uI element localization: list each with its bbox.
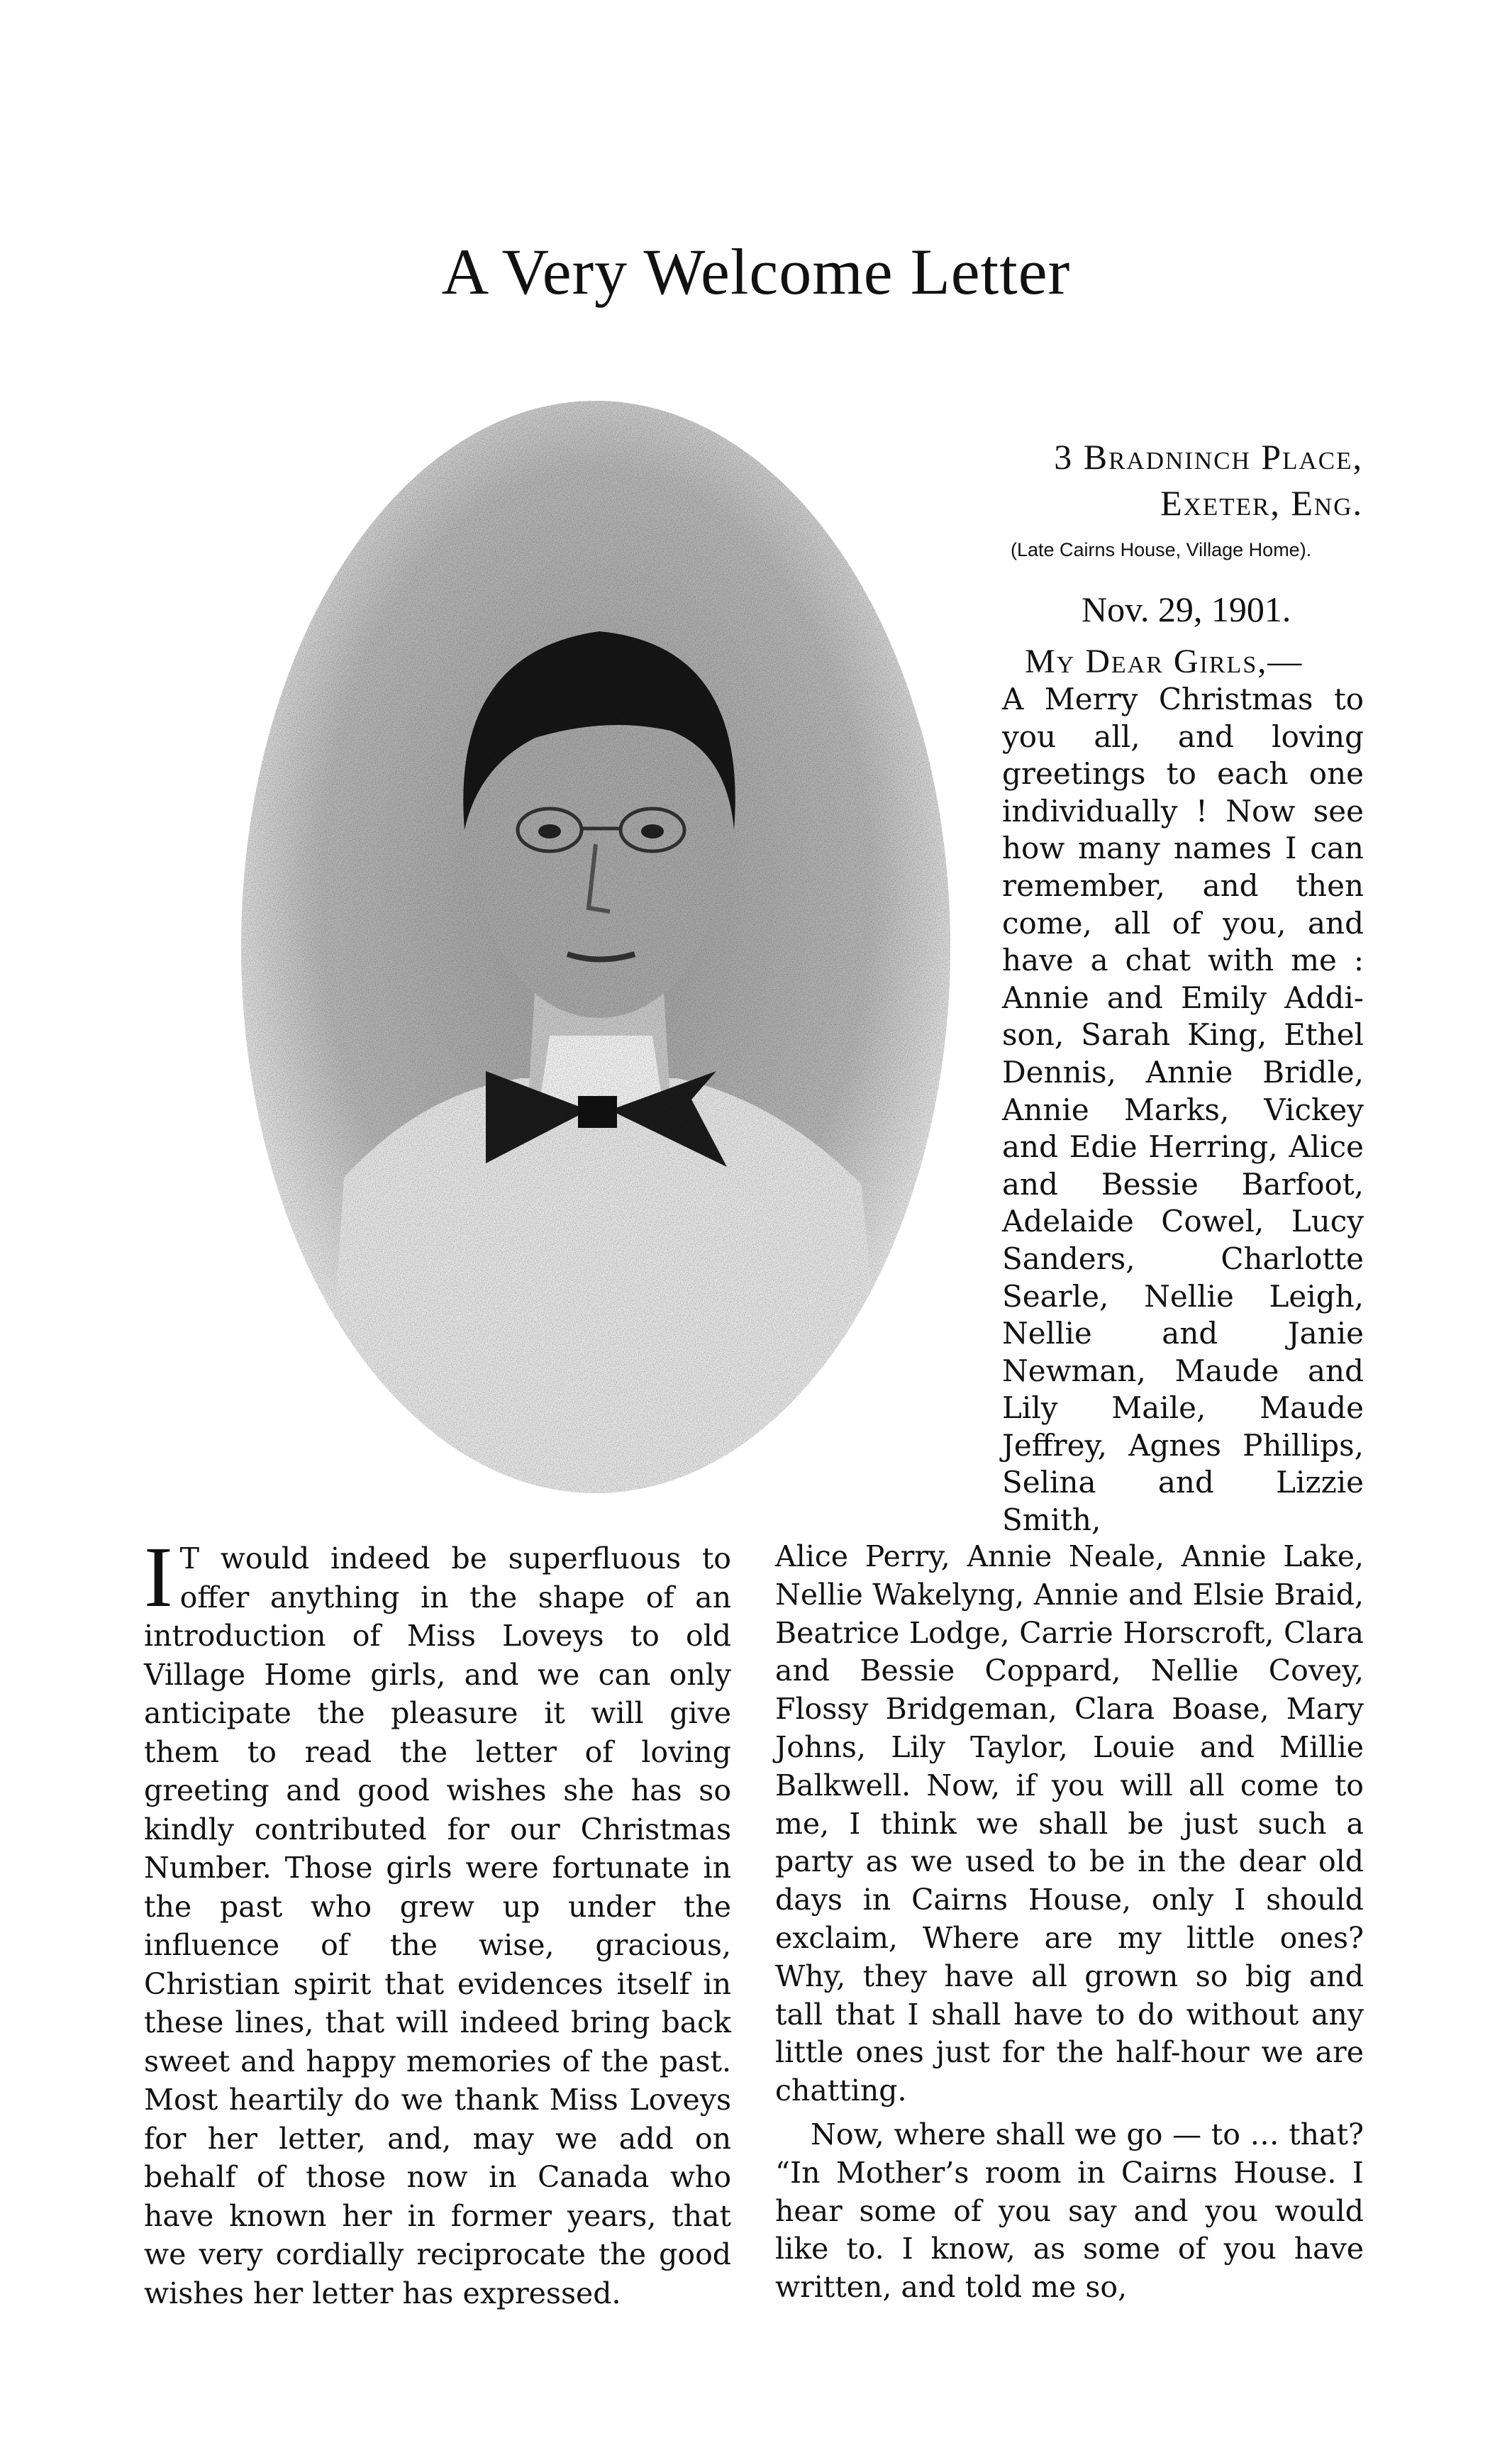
- intro-text: T would indeed be superfluous to offer anything in the shape of an introduction of Miss Loveys to old Village Home girls, and we can only anticipate the pleasure it will give them to read the letter of loving greeting and good wishes she has so kindly contributed for our Christmas Number. Those girls were fortunate in the past who grew up under the influence of the wise, gracious, Christian spirit that evidences itself in these lines, that will indeed bring back sweet and happy memories of the past. Most heartily do we thank Miss Loveys for her letter, and, may we add on behalf of those now in Canada who have known her in former years, that we very cordially reciprocate the good wishes her letter has expressed.: [144, 1541, 731, 2310]
- intro-paragraph: [144, 1529, 731, 2313]
- letter-paragraph-1: Alice Perry, Annie Neale, Annie Lake, Nellie Wakelyng, Annie and Elsie Braid, Beatrice Lodge, Carrie Horscroft, Clara and Bessie Coppard, Nellie Covey, Flossy Bridgeman, Clara Boase, Mary Johns, Lily Taylor, Louie and Millie Balkwell. Now, if you will all come to me, I think we shall be just such a party as we used to be in the dear old days in Cairns House, only I should exclaim, Where are my little ones? Why, they have all grown so big and tall that I shall have to do without any little ones just for the half-hour we are chatting.: [775, 1539, 1364, 2108]
- address-line-1: 3 Bradninch Place,: [1054, 437, 1363, 477]
- address-note: (Late Cairns House, Village Home).: [1011, 539, 1312, 560]
- drop-cap: I: [144, 1529, 173, 1625]
- letter-date: Nov. 29, 1901.: [1082, 589, 1291, 629]
- letter-body-narrow: A Merry Christmas to you all, and loving greetings to each one individually ! Now see how many names I can remember, and then come, all of you, and have a chat with me : Annie and Emily Addison, Sarah King, Ethel Dennis, Annie Bridle, Annie Marks, Vickey and Edie Herring, Alice and Bessie Barfoot, Adelaide Cowel, Lucy Sanders, Charlotte Searle, Nellie Leigh, Nellie and Janie Newman, Maude and Lily Maile, Maude Jeffrey, Agnes Phillips, Selina and Lizzie Smith,: [1002, 682, 1364, 1538]
- letter-body-wide: [775, 1538, 1364, 2307]
- salutation: My Dear Girls,—: [1025, 643, 1303, 680]
- address-line-2: Exeter, Eng.: [1160, 483, 1363, 523]
- letter-paragraph-2: Now, where shall we go — to … that? “In Mother’s room in Cairns House. I hear some of you say and you would like to. I know, as some of you have written, and told me so,: [775, 2117, 1364, 2305]
- portrait-photo: [238, 397, 954, 1497]
- page-title: A Very Welcome Letter: [441, 236, 1071, 308]
